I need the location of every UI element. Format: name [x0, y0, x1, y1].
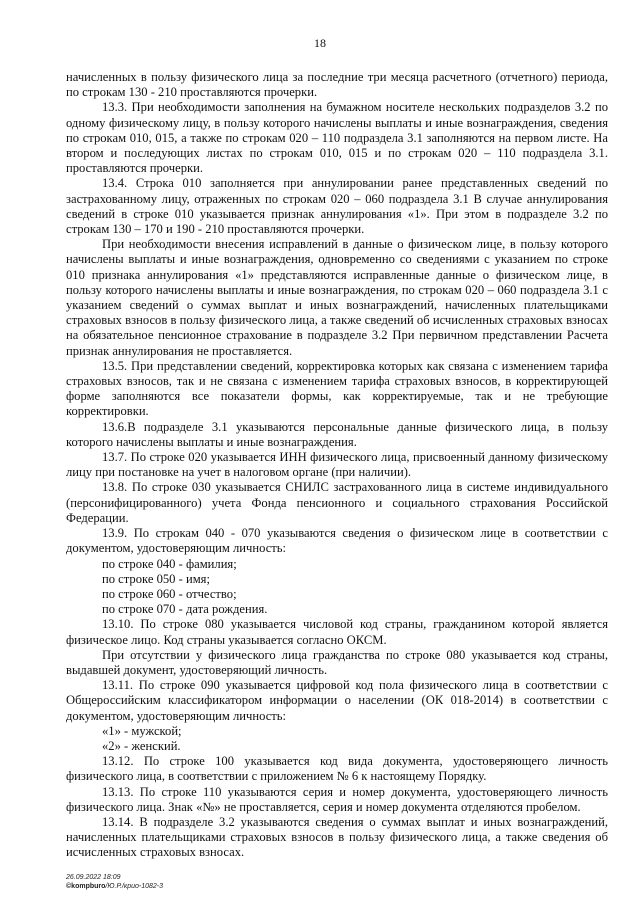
- footer-logo-text: kompburo: [71, 883, 106, 890]
- page-number: 18: [314, 36, 326, 50]
- paragraph: 13.6.В подразделе 3.1 указываются персональные данные физического лица, в пользу которого начислены выплаты и иные вознаграждения.: [66, 419, 608, 449]
- paragraph: 13.9. По строкам 040 - 070 указываются сведения о физическом лице в соответствии с документом, удостоверяющим личность:: [66, 526, 608, 556]
- paragraph: 13.10. По строке 080 указывается числовой код страны, гражданином которой является физическое лицо. Код страны указывается согласно ОКСМ.: [66, 617, 608, 647]
- paragraph: начисленных в пользу физического лица за последние три месяца расчетного (отчетного) периода, по строкам 130 - 210 проставляются прочерки.: [66, 70, 608, 100]
- list-item: по строке 070 - дата рождения.: [102, 602, 268, 617]
- document-body: [66, 70, 608, 861]
- paragraph: При отсутствии у физического лица гражданства по строке 080 указывается код страны, выдавшей документ, удостоверяющий личность.: [66, 647, 608, 677]
- footer-source: [66, 882, 163, 891]
- list-item: по строке 060 - отчество;: [102, 586, 237, 601]
- list-item: «2» - женский.: [102, 738, 181, 753]
- paragraph: 13.4. Строка 010 заполняется при аннулировании ранее представленных сведений по застрахованному лицу, отраженных по строкам 020 – 060 подраздела 3.1 В случае аннулирования сведений в строке 010 указывается признак аннулирования «1». При этом в подразделе 3.2 по строкам 130 – 170 и 190 - 210 проставляются прочерки.: [66, 176, 608, 237]
- paragraph: 13.3. При необходимости заполнения на бумажном носителе нескольких подразделов 3.2 по одному физическому лицу, в пользу которого начислены выплаты и иные вознаграждения, сведения по строкам 010, 015, а также по строкам 020 – 110 подраздела 3.1 заполняются на первом листе. На втором и последующих листах по строкам 010, 015 и по строкам 020 – 110 подраздела 3.1. проставляются прочерки.: [66, 100, 608, 176]
- paragraph: 13.11. По строке 090 указывается цифровой код пола физического лица в соответствии с Общероссийским классификатором информации о населении (ОК 018-2014) в соответствии с документом, удостоверяющим личность:: [66, 678, 608, 723]
- list-item: «1» - мужской;: [102, 723, 182, 738]
- footer-path: /Ю.Р./крио-1082-3: [105, 883, 164, 890]
- paragraph: 13.14. В подразделе 3.2 указываются сведения о суммах выплат и иных вознаграждений, начисленных плательщиками страховых взносов в пользу физического лица, а также сведения об исчисленных страховых взносах.: [66, 814, 608, 860]
- paragraph: При необходимости внесения исправлений в данные о физическом лице, в пользу которого начислены выплаты и иные вознаграждения, одновременно со сведениями с указанием по строке 010 признака аннулирования «1» представляются исправленные данные о физическом лице, в пользу которого начислены выплаты и иные вознаграждения, по строкам 020 – 060 подраздела 3.1 с указанием сведений о суммах выплат и иных вознаграждений, начисленных плательщиками страховых взносов в пользу физического лица, а также сведений об исчисленных страховых взносах на обязательное пенсионное страхование в подразделе 3.2 При первичном представлении Расчета признак аннулирования не проставляется.: [66, 237, 608, 358]
- paragraph: 13.5. При представлении сведений, корректировка которых как связана с изменением тарифа страховых взносов, так и не связана с изменением тарифа страховых взносов, в корректирующей форме заполняются все показатели формы, как корректируемые, так и не требующие корректировки.: [66, 358, 608, 419]
- paragraph: 13.8. По строке 030 указывается СНИЛС застрахованного лица в системе индивидуального (персонифицированного) учета Фонда пенсионного и социального страхования Российской Федерации.: [66, 480, 608, 525]
- paragraph: 13.12. По строке 100 указывается код вида документа, удостоверяющего личность физического лица, в соответствии с приложением № 6 к настоящему Порядку.: [66, 754, 608, 784]
- paragraph: 13.7. По строке 020 указывается ИНН физического лица, присвоенный данному физическому лицу при постановке на учет в налоговом органе (при наличии).: [66, 450, 608, 480]
- list-item: по строке 050 - имя;: [102, 571, 210, 586]
- paragraph: 13.13. По строке 110 указываются серия и номер документа, удостоверяющего личность физического лица. Знак «№» не проставляется, серия и номер документа отделяются пробелом.: [66, 784, 608, 814]
- footer-date: 26.09.2022 18:09: [66, 874, 121, 881]
- list-item: по строке 040 - фамилия;: [102, 556, 237, 571]
- document-footer: [66, 873, 163, 891]
- kompburo-logo-icon: ©: [66, 883, 72, 890]
